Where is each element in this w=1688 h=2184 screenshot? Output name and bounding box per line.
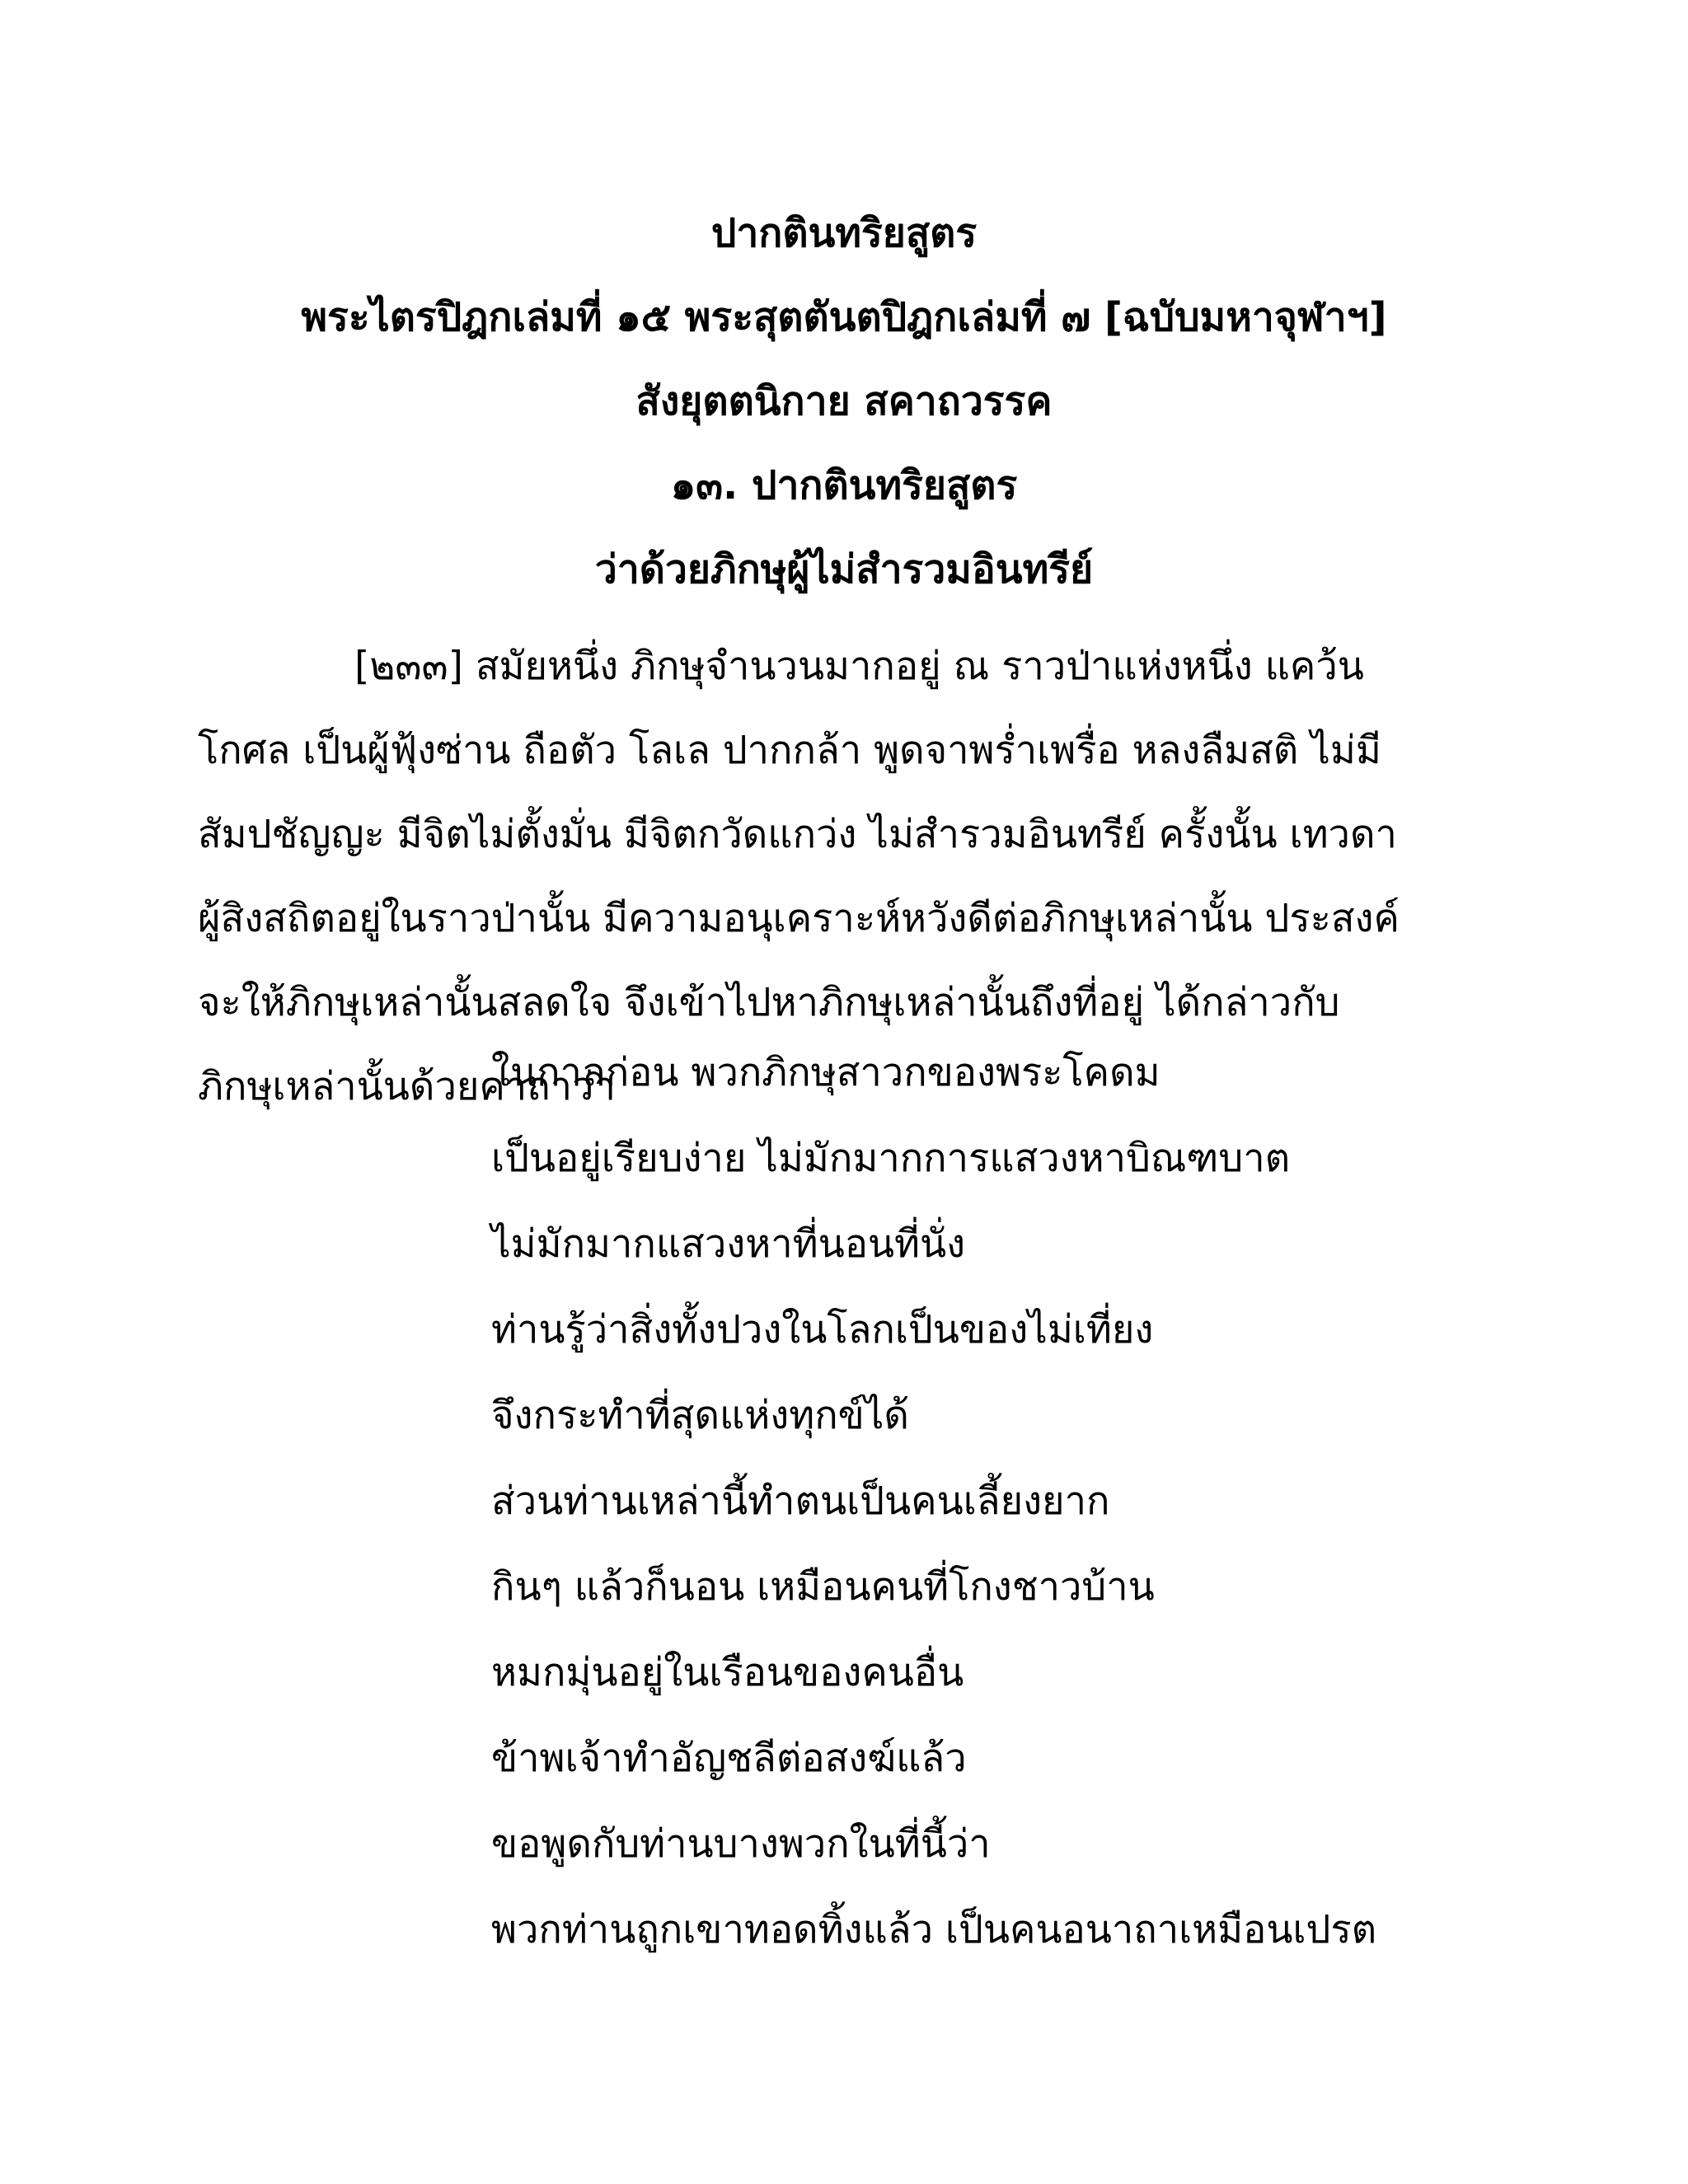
verse-line: หมกมุ่นอยู่ในเรือนของคนอื่น — [491, 1650, 964, 1695]
verse-line: ข้าพเจ้าทำอัญชลีต่อสงฆ์แล้ว — [491, 1736, 967, 1781]
paragraph-line: [๒๓๓] สมัยหนึ่ง ภิกษุจำนวนมากอยู่ ณ ราวป่าแห่งหนึ่ง แคว้น — [354, 644, 1364, 689]
sutta-title: ปากตินทริยสูตร — [710, 210, 978, 256]
paragraph-line: สัมปชัญญะ มีจิตไม่ตั้งมั่น มีจิตกวัดแกว่ง ไม่สำรวมอินทรีย์ ครั้งนั้น เทวดา — [198, 812, 1397, 857]
verse-line: พวกท่านถูกเขาทอดทิ้งแล้ว เป็นคนอนาถาเหมือนเปรต — [491, 1907, 1377, 1952]
verse-line: ขอพูดกับท่านบางพวกในที่นี้ว่า — [491, 1821, 991, 1867]
verse-line: ไม่มักมากแสวงหาที่นอนที่นั่ง — [491, 1221, 966, 1267]
heading-block — [0, 191, 1688, 612]
section-number-heading: ๑๓. ปากตินทริยสูตร — [670, 462, 1018, 509]
verse-line: กินๆ แล้วก็นอน เหมือนคนที่โกงชาวบ้าน — [491, 1564, 1155, 1610]
paragraph-line: ภิกษุเหล่านั้นด้วยคาถาว่า — [198, 1064, 616, 1109]
nikaya-heading: สังยุตตนิกาย สคาถวรรค — [635, 378, 1053, 424]
verse-line: ส่วนท่านเหล่านี้ทำตนเป็นคนเลี้ยงยาก — [491, 1479, 1110, 1524]
section-subtitle: ว่าด้วยภิกษุผู้ไม่สำรวมอินทรีย์ — [594, 546, 1094, 593]
paragraph-line: โกศล เป็นผู้ฟุ้งซ่าน ถือตัว โลเล ปากกล้า พูดจาพร่ำเพรื่อ หลงลืมสติ ไม่มี — [198, 728, 1381, 773]
paragraph-line: ผู้สิงสถิตอยู่ในราวป่านั้น มีความอนุเคราะห์หวังดีต่อภิกษุเหล่านั้น ประสงค์ — [198, 896, 1400, 941]
verse-line: ท่านรู้ว่าสิ่งทั้งปวงในโลกเป็นของไม่เที่ยง — [491, 1307, 1154, 1352]
verse-block — [491, 1030, 1376, 1973]
volume-heading: พระไตรปิฎกเล่มที่ ๑๕ พระสุตตันตปิฎกเล่มที่ ๗ [ฉบับมหาจุฬาฯ] — [301, 294, 1387, 340]
paragraph-line: จะให้ภิกษุเหล่านั้นสลดใจ จึงเข้าไปหาภิกษุเหล่านั้นถึงที่อยู่ ได้กล่าวกับ — [198, 980, 1340, 1025]
verse-line: จึงกระทำที่สุดแห่งทุกข์ได้ — [491, 1393, 909, 1438]
verse-line: ในกาลก่อน พวกภิกษุสาวกของพระโคดม — [491, 1050, 1160, 1095]
verse-line: เป็นอยู่เรียบง่าย ไม่มักมากการแสวงหาบิณฑบาต — [491, 1136, 1291, 1181]
